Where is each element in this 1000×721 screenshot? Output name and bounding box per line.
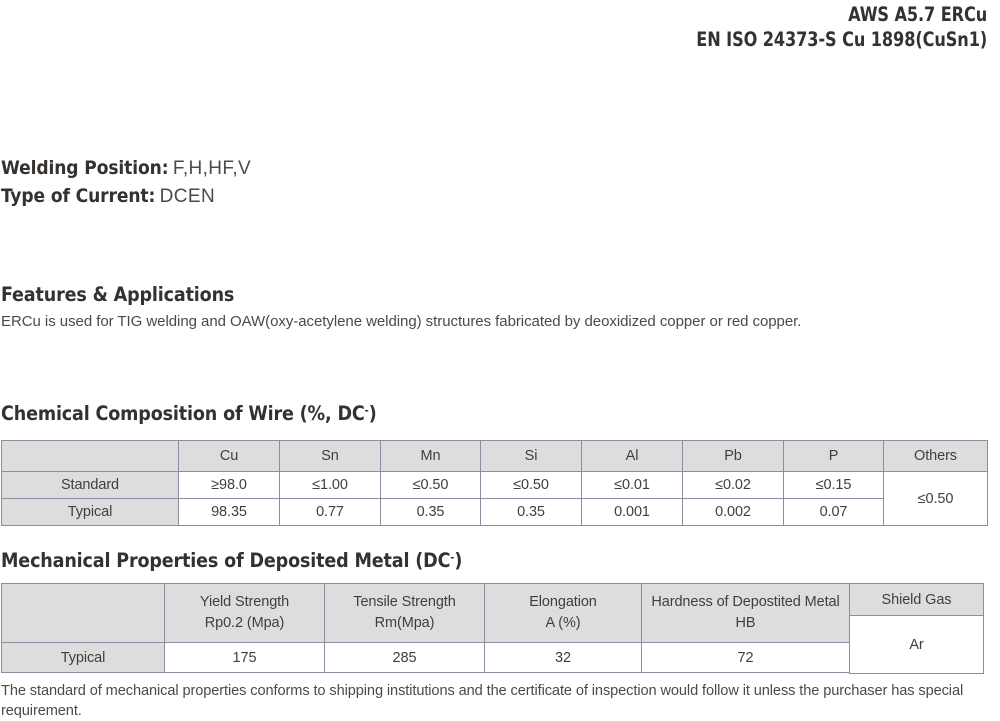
mechanical-heading-superscript: - (450, 551, 455, 564)
shield-gas-table (849, 583, 984, 674)
chem-col-header-si: Si (481, 441, 582, 472)
mechanical-properties-heading (1, 549, 462, 572)
chem-standard-al: ≤0.01 (582, 472, 683, 499)
chemical-composition-table (1, 440, 988, 526)
welding-position-label: Welding Position: (1, 157, 169, 179)
mech-col-header-elongation (485, 584, 642, 643)
table-header-row (2, 584, 850, 643)
welding-position-row (1, 155, 251, 183)
chem-typical-si: 0.35 (481, 499, 582, 526)
chem-col-header-sn: Sn (280, 441, 381, 472)
chem-col-header-others: Others (884, 441, 988, 472)
mech-hardness-line2: HB (735, 615, 756, 631)
current-type-label: Type of Current: (1, 185, 156, 207)
chem-typical-cu: 98.35 (179, 499, 280, 526)
shield-gas-header: Shield Gas (850, 584, 984, 616)
chem-typical-p: 0.07 (784, 499, 884, 526)
chem-col-header-p: P (784, 441, 884, 472)
mech-typical-hardness: 72 (642, 643, 850, 673)
chem-row-label-standard: Standard (2, 472, 179, 499)
mech-elongation-line1: Elongation (529, 594, 597, 610)
chem-standard-p: ≤0.15 (784, 472, 884, 499)
chem-typical-al: 0.001 (582, 499, 683, 526)
table-header-row (850, 584, 984, 616)
mech-typical-elongation: 32 (485, 643, 642, 673)
chem-col-header-mn: Mn (381, 441, 481, 472)
welding-spec-block (1, 155, 251, 211)
mechanical-properties-table (1, 583, 850, 673)
mech-col-header-hardness (642, 584, 850, 643)
mech-elongation-line2: A (%) (545, 615, 581, 631)
chem-typical-pb: 0.002 (683, 499, 784, 526)
chem-standard-pb: ≤0.02 (683, 472, 784, 499)
table-header-row (2, 441, 988, 472)
current-type-row (1, 183, 251, 211)
chem-standard-cu: ≥98.0 (179, 472, 280, 499)
chem-standard-sn: ≤1.00 (280, 472, 381, 499)
document-header (671, 2, 987, 52)
chemical-composition-heading (1, 402, 377, 425)
chem-typical-sn: 0.77 (280, 499, 381, 526)
chemical-heading-superscript: - (364, 404, 369, 417)
table-row (2, 499, 988, 526)
table-row (2, 643, 850, 673)
mech-typical-yield-strength: 175 (165, 643, 325, 673)
chem-others-value: ≤0.50 (884, 472, 988, 526)
mech-col-header-tensile-strength (325, 584, 485, 643)
chem-col-header-cu: Cu (179, 441, 280, 472)
mech-tensile-line1: Tensile Strength (353, 594, 456, 610)
mech-hardness-line1: Hardness of Depostited Metal (651, 594, 840, 610)
features-heading: Features & Applications (1, 283, 235, 306)
mech-corner-cell (2, 584, 165, 643)
chem-typical-mn: 0.35 (381, 499, 481, 526)
chem-corner-cell (2, 441, 179, 472)
welding-position-value: F,H,HF,V (172, 158, 252, 179)
header-standard-aws: AWS A5.7 ERCu (847, 3, 987, 26)
chemical-heading-tail: ) (368, 402, 377, 425)
current-type-value: DCEN (159, 186, 216, 207)
mech-row-label-typical: Typical (2, 643, 165, 673)
mech-tensile-line2: Rm(Mpa) (374, 615, 435, 631)
chem-row-label-typical: Typical (2, 499, 179, 526)
chem-col-header-al: Al (582, 441, 683, 472)
chem-standard-si: ≤0.50 (481, 472, 582, 499)
mechanical-heading-text: Mechanical Properties of Deposited Metal (DC (1, 549, 451, 572)
mech-col-header-yield-strength (165, 584, 325, 643)
mech-yield-line1: Yield Strength (199, 594, 290, 610)
mech-yield-line2: Rp0.2 (Mpa) (204, 615, 285, 631)
features-description: ERCu is used for TIG welding and OAW(oxy-acetylene welding) structures fabricated by deoxidized copper or red copper. (1, 313, 802, 330)
chem-col-header-pb: Pb (683, 441, 784, 472)
chemical-heading-text: Chemical Composition of Wire (%, DC (1, 402, 365, 425)
mech-typical-tensile-strength: 285 (325, 643, 485, 673)
mechanical-heading-tail: ) (454, 549, 463, 572)
shield-gas-value: Ar (850, 616, 984, 674)
mechanical-properties-footnote: The standard of mechanical properties conforms to shipping institutions and the certificate of inspection would follow it unless the purchaser has special requirement. (1, 683, 964, 719)
table-row (2, 472, 988, 499)
table-row (850, 616, 984, 674)
chem-standard-mn: ≤0.50 (381, 472, 481, 499)
header-standard-en-iso: EN ISO 24373-S Cu 1898(CuSn1) (696, 28, 987, 51)
